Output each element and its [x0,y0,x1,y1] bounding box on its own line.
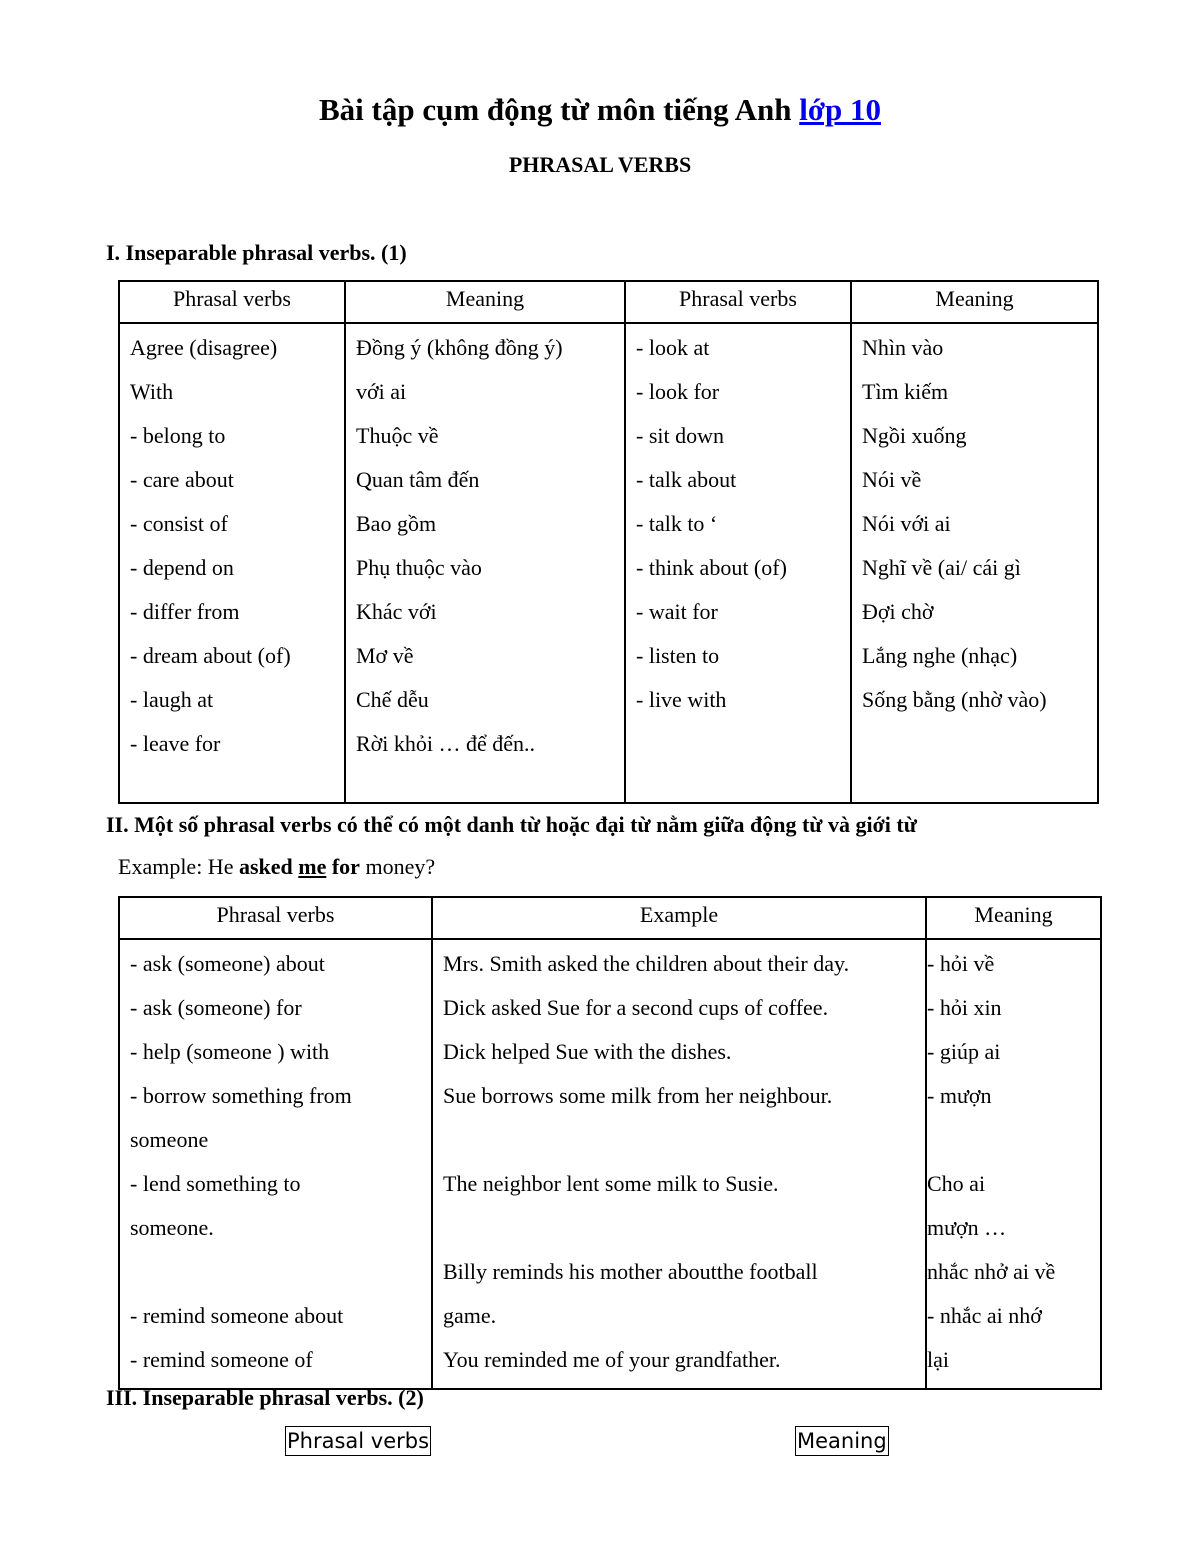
example-prep: for [331,854,360,879]
cell-line: - ask (someone) for [130,995,302,1020]
cell-line: - think about (of) [636,555,787,580]
cell-line: - mượn [927,1083,992,1108]
cell-line: - depend on [130,555,234,580]
cell-line: Mơ về [356,643,414,668]
table-inseparable-1 [118,280,1099,804]
cell-line: lại [927,1347,949,1372]
table-header-row [119,897,1101,939]
table-row [119,939,1101,1389]
example-prefix: Example: He [118,854,239,879]
cell-line: Nói về [862,467,922,492]
cell-line: Nói với ai [862,511,951,536]
cell-line: - look at [636,335,710,360]
page-subtitle: PHRASAL VERBS [508,152,692,177]
cell-line: Mrs. Smith asked the children about their day. [443,951,850,976]
cell-line: - giúp ai [927,1039,1001,1064]
cell-line: - talk to ‘ [636,511,718,536]
cell-line: - belong to [130,423,226,448]
cell-line: someone. [130,1215,214,1240]
table-header-row [119,281,1098,323]
cell-line [927,1124,1094,1168]
cell-line: Cho ai [927,1171,986,1196]
cell-line: Đồng ý (không đồng ý) [356,335,563,360]
cell-line: - hỏi xin [927,995,1002,1020]
cell-line: - sit down [636,423,724,448]
cell-lines [433,940,925,1388]
table-header: Phrasal verbs [625,281,851,323]
cell-line: Tìm kiếm [862,379,949,404]
cell-line: - dream about (of) [130,643,291,668]
table-header: Meaning [345,281,625,323]
section2-heading: II. Một số phrasal verbs có thể có một danh từ hoặc đại từ nằm giữa động từ và giới từ [106,812,917,837]
cell-line: Sue borrows some milk from her neighbour. [443,1083,833,1108]
phrasal-verbs-label: Phrasal verbs [285,1426,431,1456]
cell-lines [626,324,850,728]
table-header: Phrasal verbs [119,281,345,323]
section1-heading: I. Inseparable phrasal verbs. (1) [106,240,407,265]
table-header: Meaning [851,281,1098,323]
page-title [0,88,1200,132]
table-cell [119,939,432,1389]
example-rest: money? [359,854,436,879]
cell-line: mượn … [927,1215,1007,1240]
cell-line: - leave for [130,731,221,756]
cell-line: Thuộc về [356,423,439,448]
cell-line: - listen to [636,643,720,668]
cell-line: Phụ thuộc vào [356,555,482,580]
cell-line [443,1212,919,1256]
table-cell [851,323,1098,803]
cell-line: - hỏi về [927,951,995,976]
cell-line: - talk about [636,467,737,492]
title-text: Bài tập cụm động từ môn tiếng Anh [318,92,792,127]
cell-line: - ask (someone) about [130,951,325,976]
table-cell [625,323,851,803]
cell-line: - laugh at [130,687,214,712]
cell-line: Dick asked Sue for a second cups of coffee. [443,995,829,1020]
cell-line: - remind someone about [130,1303,344,1328]
cell-line: Quan tâm đến [356,467,480,492]
table-header: Example [432,897,926,939]
cell-line: - help (someone ) with [130,1039,330,1064]
table-separable [118,896,1102,1390]
cell-line: Lắng nghe (nhạc) [862,643,1018,668]
table-cell [432,939,926,1389]
cell-line: - remind someone of [130,1347,313,1372]
cell-lines [927,940,1100,1388]
table-cell [926,939,1101,1389]
example-verb: asked [238,854,293,879]
cell-line: Dick helped Sue with the dishes. [443,1039,732,1064]
cell-line: Đợi chờ [862,599,934,624]
cell-line: With [130,379,174,404]
cell-lines [120,940,431,1388]
cell-line: You reminded me of your grandfather. [443,1347,781,1372]
cell-line: - consist of [130,511,228,536]
meaning-label: Meaning [795,1426,889,1456]
table-header: Phrasal verbs [119,897,432,939]
cell-line [443,1124,919,1168]
cell-lines [120,324,344,772]
cell-line: - care about [130,467,234,492]
cell-lines [852,324,1097,728]
cell-line: - look for [636,379,720,404]
cell-line: Nghĩ về (ai/ cái gì [862,555,1021,580]
cell-line [130,1256,425,1300]
title-link[interactable]: lớp 10 [799,92,882,127]
table-cell [119,323,345,803]
cell-line: game. [443,1303,497,1328]
cell-line: Agree (disagree) [130,335,278,360]
cell-line: - live with [636,687,727,712]
cell-line: Sống bằng (nhờ vào) [862,687,1047,712]
cell-line: - nhắc ai nhớ [927,1303,1042,1328]
cell-line: nhắc nhở ai về [927,1259,1056,1284]
table-row [119,323,1098,803]
cell-line: Khác với [356,599,437,624]
example-sentence [118,852,435,882]
cell-line: Rời khỏi … để đến.. [356,731,536,756]
cell-line: Ngồi xuống [862,423,967,448]
cell-line: Bao gồm [356,511,437,536]
section3-heading: III. Inseparable phrasal verbs. (2) [106,1385,424,1410]
cell-line: someone [130,1127,209,1152]
cell-line: - lend something to [130,1171,301,1196]
table-cell [345,323,625,803]
example-object: me [298,854,327,879]
cell-line: Chế dễu [356,687,429,712]
cell-line: - differ from [130,599,240,624]
cell-line: - wait for [636,599,718,624]
cell-line: Billy reminds his mother aboutthe football [443,1259,818,1284]
cell-line: The neighbor lent some milk to Susie. [443,1171,779,1196]
cell-line: - borrow something from [130,1083,352,1108]
cell-lines [346,324,624,772]
table-header: Meaning [926,897,1101,939]
cell-line: Nhìn vào [862,335,944,360]
cell-line: với ai [356,379,407,404]
